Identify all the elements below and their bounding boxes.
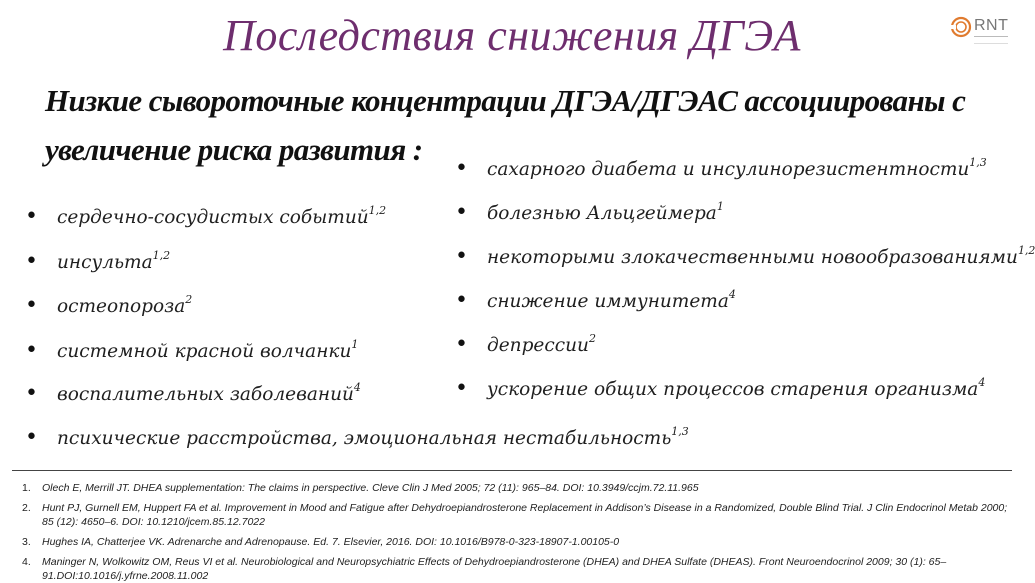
bullet-icon: • xyxy=(25,249,38,274)
bullet-icon: • xyxy=(455,332,468,357)
bullet-icon: • xyxy=(25,381,38,406)
list-item: • воспалительных заболеваний$^4$ xyxy=(25,381,361,406)
bullet-icon: • xyxy=(25,293,38,318)
logo-mark-icon xyxy=(950,14,972,40)
list-item: • депрессии$^2$ xyxy=(455,332,596,357)
page-title: Последствия снижения ДГЭА xyxy=(223,11,801,60)
bullet-icon: • xyxy=(455,288,468,313)
bullet-icon: • xyxy=(455,244,468,269)
list-item: • сахарного диабета и инсулинорезистентности$^{1,3}$ xyxy=(455,156,987,181)
list-item: • болезнью Альцгеймера$^1$ xyxy=(455,200,724,225)
list-item: • остеопороза$^2$ xyxy=(25,293,193,318)
bullet-icon: • xyxy=(455,200,468,225)
reference-item: 2. Hunt PJ, Gurnell EM, Huppert FA et al. Improvement in Mood and Fatigue after Dehydroepiandrosterone Replacement in Addison’s Disease in a Randomized, Double Blind Trial. J Clin Endocrinol Metab 2000; 85 (12): 4650–6. DOI: 10.1210/jcem.85.12.7022 xyxy=(22,502,1008,528)
list-item: • психические расстройства, эмоциональная нестабильность$^{1,3}$ xyxy=(25,425,689,450)
reference-item: 3. Hughes IA, Chatterjee VK. Adrenarche and Adrenopause. Ed. 7. Elsevier, 2016. DOI: 10.1016/B978-0-323-18907-1.00105-0 xyxy=(22,536,620,548)
list-item: • снижение иммунитета$^4$ xyxy=(455,288,736,313)
references xyxy=(12,470,1012,583)
bullet-icon: • xyxy=(25,425,38,450)
bullet-icon: • xyxy=(25,204,38,229)
list-item: • некоторыми злокачественными новообразованиями$^{1,2}$ xyxy=(455,244,1035,269)
logo-subtitle-lines xyxy=(974,36,1008,44)
heading-line-2: увеличение риска развития : xyxy=(45,132,423,167)
list-item: • сердечно-сосудистых событий$^{1,2}$ xyxy=(25,204,387,229)
reference-item: 4. Maninger N, Wolkowitz OM, Reus VI et al. Neurobiological and Neuropsychiatric Effects of Dehydroepiandrosterone (DHEA) and DHEA Sulfate (DHEAS). Front Neuroendocrinol 2009; 30 (1): 65–91.DOI:10.1016/j.yfrne.2008.11.002 xyxy=(22,556,947,582)
rnt-logo xyxy=(950,14,1010,44)
bullet-icon: • xyxy=(455,376,468,401)
list-item: • системной красной волчанки$^1$ xyxy=(25,338,359,363)
bullet-icon: • xyxy=(455,156,468,181)
heading-line-1: Низкие сывороточные концентрации ДГЭА/ДГЭАС ассоциированы с xyxy=(45,83,966,118)
list-item: • инсульта$^{1,2}$ xyxy=(25,249,171,274)
list-item: • ускорение общих процессов старения организма$^4$ xyxy=(455,376,986,401)
logo-text: RNT xyxy=(974,17,1009,34)
reference-item: 1. Olech E, Merrill JT. DHEA supplementation: The claims in perspective. Cleve Clin J Med 2005; 72 (11): 965–84. DOI: 10.3949/ccjm.72.11.965 xyxy=(22,482,699,494)
bullet-icon: • xyxy=(25,338,38,363)
